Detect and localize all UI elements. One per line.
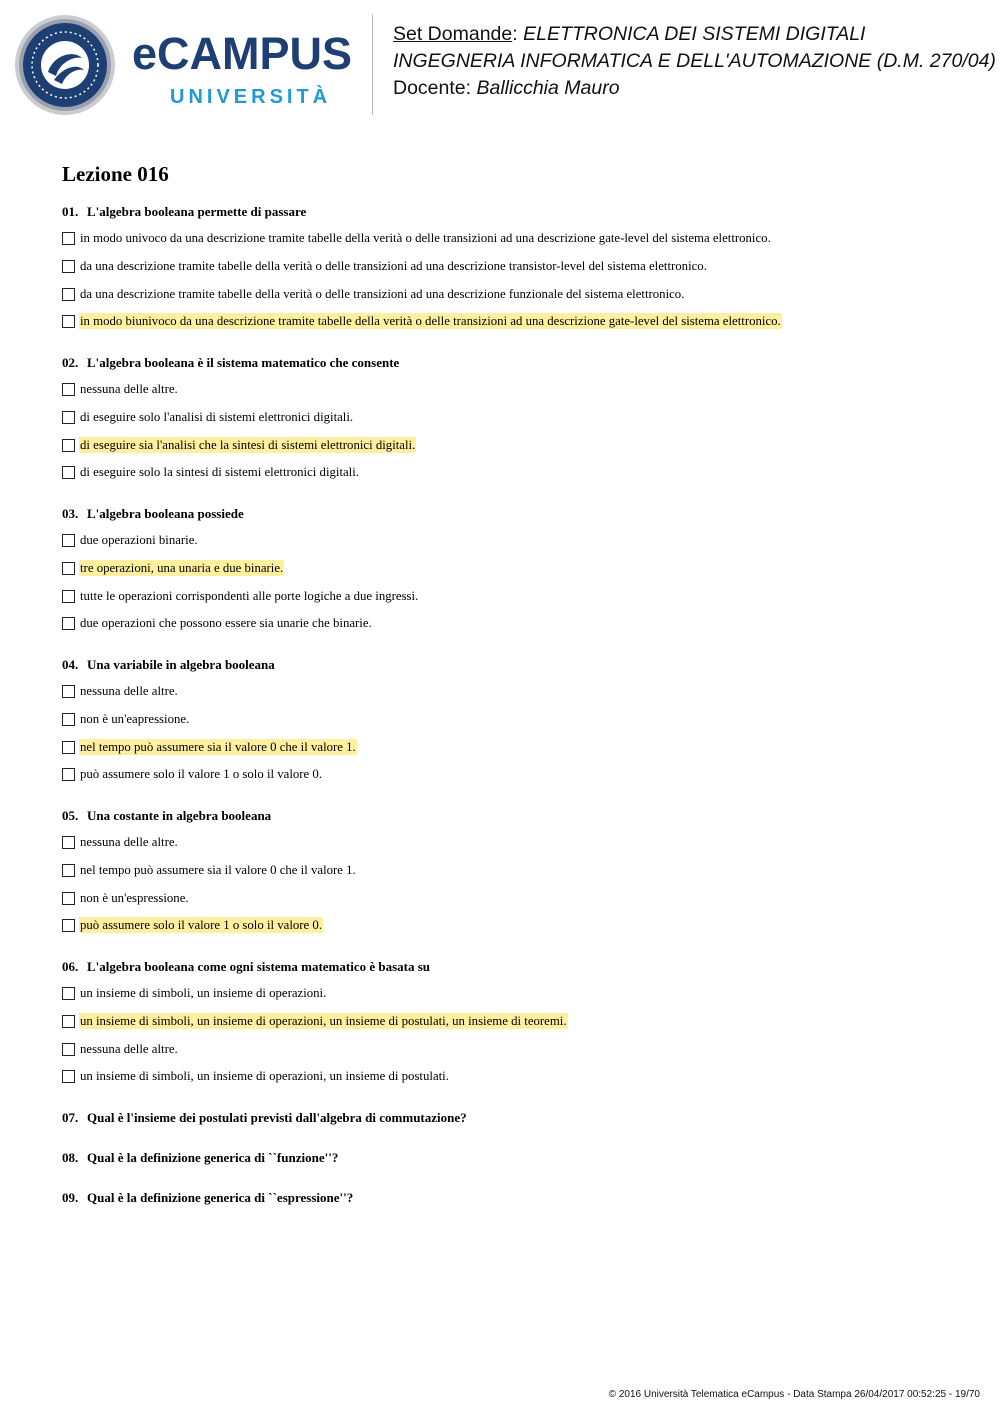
answer-text: un insieme di simboli, un insieme di operazioni, un insieme di postulati. <box>80 1069 449 1083</box>
answer-checkbox[interactable] <box>62 411 75 424</box>
answer-text-highlighted: può assumere solo il valore 1 o solo il valore 0. <box>80 918 323 932</box>
answer-option[interactable] <box>62 587 419 605</box>
answer-option[interactable] <box>62 889 190 907</box>
question-title <box>62 1189 353 1207</box>
answer-checkbox[interactable] <box>62 987 75 1000</box>
question-number: 01. <box>62 204 79 219</box>
answer-option[interactable] <box>62 861 357 879</box>
question-text: Qual è la definizione generica di ``espressione''? <box>87 1190 354 1205</box>
answer-text: un insieme di simboli, un insieme di operazioni. <box>80 986 327 1000</box>
answer-text: nessuna delle altre. <box>80 382 178 396</box>
lesson-title: Lezione 016 <box>62 162 169 186</box>
answer-text-highlighted: di eseguire sia l'analisi che la sintesi di sistemi elettronici digitali. <box>80 438 416 452</box>
answer-checkbox[interactable] <box>62 590 75 603</box>
answer-option[interactable] <box>62 1012 568 1030</box>
answer-checkbox[interactable] <box>62 562 75 575</box>
question-text: L'algebra booleana permette di passare <box>87 204 307 219</box>
answer-checkbox[interactable] <box>62 892 75 905</box>
ecampus-logo <box>14 14 359 116</box>
answer-text: da una descrizione tramite tabelle della verità o delle transizioni ad una descrizione funzionale del sistema elettronico. <box>80 287 685 301</box>
university-seal-icon <box>14 14 116 116</box>
answer-text: da una descrizione tramite tabelle della verità o delle transizioni ad una descrizione transistor-level del sistema elettronico. <box>80 259 707 273</box>
answer-text: non è un'eapressione. <box>80 712 190 726</box>
answer-checkbox[interactable] <box>62 685 75 698</box>
answer-option[interactable] <box>62 531 199 549</box>
page-footer: © 2016 Università Telematica eCampus - Data Stampa 26/04/2017 00:52:25 - 19/70 <box>608 1389 980 1400</box>
question-number: 02. <box>62 355 79 370</box>
answer-option[interactable] <box>62 710 190 728</box>
answer-text: due operazioni binarie. <box>80 533 198 547</box>
answer-text: nel tempo può assumere sia il valore 0 che il valore 1. <box>80 863 356 877</box>
answer-text: due operazioni che possono essere sia unarie che binarie. <box>80 616 372 630</box>
answer-option[interactable] <box>62 916 323 934</box>
answer-text: in modo univoco da una descrizione tramite tabelle della verità o delle transizioni ad una descrizione gate-level del sistema elettronico. <box>80 231 771 245</box>
teacher-label: Docente: <box>393 77 472 99</box>
question-number: 09. <box>62 1190 79 1205</box>
teacher-line <box>393 75 996 102</box>
answer-checkbox[interactable] <box>62 466 75 479</box>
question-text: Qual è l'insieme dei postulati previsti dall'algebra di commutazione? <box>87 1110 467 1125</box>
question-number: 04. <box>62 657 79 672</box>
answer-checkbox[interactable] <box>62 288 75 301</box>
question-number: 08. <box>62 1150 79 1165</box>
question-title <box>62 1109 467 1127</box>
question-title <box>62 505 244 523</box>
answer-checkbox[interactable] <box>62 232 75 245</box>
answer-text-highlighted: tre operazioni, una unaria e due binarie. <box>80 561 284 575</box>
answer-option[interactable] <box>62 436 416 454</box>
answer-text: di eseguire solo l'analisi di sistemi elettronici digitali. <box>80 410 354 424</box>
answer-option[interactable] <box>62 312 782 330</box>
answer-text: può assumere solo il valore 1 o solo il valore 0. <box>80 767 323 781</box>
question-title <box>62 807 271 825</box>
question-text: L'algebra booleana è il sistema matematico che consente <box>87 355 400 370</box>
answer-checkbox[interactable] <box>62 836 75 849</box>
question-title <box>62 203 306 221</box>
course-name: ELETTRONICA DEI SISTEMI DIGITALI <box>523 23 866 45</box>
answer-checkbox[interactable] <box>62 919 75 932</box>
answer-option[interactable] <box>62 738 357 756</box>
answer-text: di eseguire solo la sintesi di sistemi elettronici digitali. <box>80 465 359 479</box>
set-label: Set Domande <box>393 23 513 45</box>
header-course-line: Set Domande: ELETTRONICA DEI SISTEMI DIGITALI <box>393 23 866 45</box>
answer-text: nessuna delle altre. <box>80 835 178 849</box>
answer-checkbox[interactable] <box>62 439 75 452</box>
question-text: L'algebra booleana possiede <box>87 506 244 521</box>
answer-option[interactable] <box>62 833 179 851</box>
answer-text: nessuna delle altre. <box>80 1042 178 1056</box>
answer-text-highlighted: nel tempo può assumere sia il valore 0 che il valore 1. <box>80 740 356 754</box>
answer-option[interactable] <box>62 765 323 783</box>
question-number: 06. <box>62 959 79 974</box>
answer-checkbox[interactable] <box>62 315 75 328</box>
answer-checkbox[interactable] <box>62 260 75 273</box>
answer-option[interactable] <box>62 559 284 577</box>
question-text: Una variabile in algebra booleana <box>87 657 275 672</box>
question-title <box>62 1149 338 1167</box>
degree-name: INGEGNERIA INFORMATICA E DELL'AUTOMAZIONE (D.M. 270/04) <box>393 50 996 72</box>
answer-option[interactable] <box>62 285 685 303</box>
answer-checkbox[interactable] <box>62 1043 75 1056</box>
answer-text: tutte le operazioni corrispondenti alle porte logiche a due ingressi. <box>80 589 419 603</box>
question-text: Una costante in algebra booleana <box>87 808 272 823</box>
question-title <box>62 958 430 976</box>
answer-text-highlighted: in modo biunivoco da una descrizione tramite tabelle della verità o delle transizioni ad una descrizione gate-level del sistema elettronico. <box>80 314 781 328</box>
answer-option[interactable] <box>62 614 373 632</box>
teacher-name: Ballicchia Mauro <box>476 77 620 99</box>
answer-checkbox[interactable] <box>62 1070 75 1083</box>
question-number: 07. <box>62 1110 79 1125</box>
question-title <box>62 656 275 674</box>
answer-text-highlighted: un insieme di simboli, un insieme di operazioni, un insieme di postulati, un insieme di teoremi. <box>80 1014 567 1028</box>
brand-name: eCAMPUS <box>132 28 353 79</box>
answer-checkbox[interactable] <box>62 1015 75 1028</box>
answer-checkbox[interactable] <box>62 768 75 781</box>
answer-text: nessuna delle altre. <box>80 684 178 698</box>
answer-option[interactable] <box>62 682 179 700</box>
brand-wordmark <box>132 26 362 116</box>
answer-text: non è un'espressione. <box>80 891 189 905</box>
answer-option[interactable] <box>62 1067 450 1085</box>
answer-option[interactable] <box>62 984 327 1002</box>
answer-option[interactable] <box>62 463 360 481</box>
brand-subtitle: UNIVERSITÀ <box>170 86 332 108</box>
answer-checkbox[interactable] <box>62 741 75 754</box>
answer-checkbox[interactable] <box>62 864 75 877</box>
question-number: 05. <box>62 808 79 823</box>
question-title <box>62 354 399 372</box>
answer-checkbox[interactable] <box>62 617 75 630</box>
answer-option[interactable] <box>62 408 354 426</box>
answer-option[interactable] <box>62 1040 179 1058</box>
answer-option[interactable] <box>62 380 179 398</box>
answer-option[interactable] <box>62 257 708 275</box>
header-info <box>393 21 996 102</box>
answer-checkbox[interactable] <box>62 713 75 726</box>
question-number: 03. <box>62 506 79 521</box>
header-divider <box>372 14 373 115</box>
question-text: L'algebra booleana come ogni sistema matematico è basata su <box>87 959 431 974</box>
answer-option[interactable] <box>62 229 772 247</box>
question-text: Qual è la definizione generica di ``funzione''? <box>87 1150 339 1165</box>
answer-checkbox[interactable] <box>62 383 75 396</box>
answer-checkbox[interactable] <box>62 534 75 547</box>
